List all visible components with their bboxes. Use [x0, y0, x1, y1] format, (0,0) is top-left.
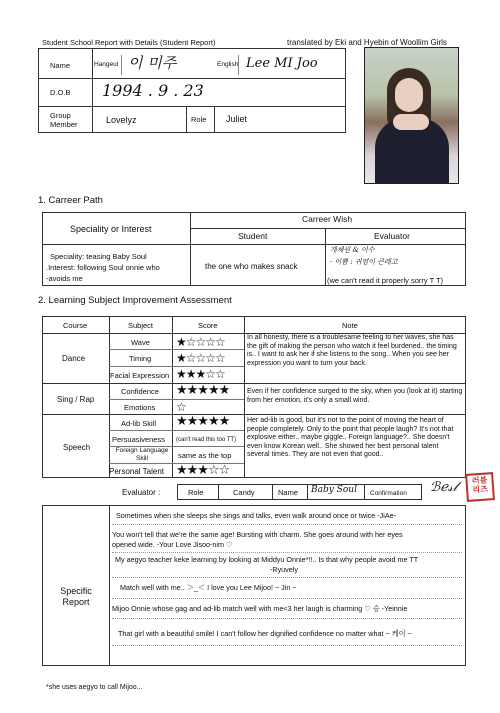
- confirmation-stamp: 러블 리즈: [465, 472, 495, 502]
- speciality-line: Speciality: teasing Baby Soul: [50, 252, 147, 261]
- translation-credit: translated by Eki and Hyebin of Woollim Girls: [287, 38, 447, 47]
- subject-name: Foreign Language Skill: [115, 447, 169, 462]
- info-col-divider: [214, 106, 215, 133]
- student-photo: [364, 47, 459, 184]
- report-line: Match well with me.. ＞_＜ I love you Lee Mijoo! ~ Jin ~: [120, 583, 297, 592]
- report-line: You won't tell that we're the same age! Bursting with charm. She goes around with her eyes: [112, 530, 403, 539]
- note-header: Note: [342, 321, 358, 330]
- career-heading: 1. Carreer Path: [38, 195, 103, 206]
- score-stars: ★★★★★: [176, 383, 230, 398]
- dob-value: 1994 . 9 . 23: [102, 81, 204, 100]
- report-title: Student School Report with Details (Student Report): [42, 38, 216, 47]
- score-stars: ★★★☆☆: [176, 367, 225, 381]
- subjects-heading: 2. Learning Subject Improvement Assessment: [38, 295, 232, 306]
- footnote: *she uses aegyo to call Mijoo...: [46, 684, 143, 691]
- score-stars: ★★★★★: [176, 414, 230, 429]
- speciality-header: Speciality or Interest: [70, 224, 152, 234]
- career-row-divider: [42, 244, 190, 245]
- hangeul-label: Hangeul: [94, 61, 119, 68]
- course-divider: [42, 383, 466, 384]
- report-line: My aegyo teacher keke learning by looking at Middyu Onnie*!!.. Is that why people avoid me TT: [115, 555, 419, 564]
- report-line: opened wide. -Your Love Jisoo-nim ♡: [112, 540, 233, 549]
- evaluator-label: Evaluator :: [122, 488, 161, 497]
- evaluator-divider: [218, 484, 219, 500]
- score-stars: ☆: [176, 400, 186, 414]
- subject-name: Ad-lib Skill: [121, 419, 157, 428]
- report-rule: [112, 524, 462, 525]
- report-rule: [112, 577, 462, 578]
- report-rule: [112, 552, 462, 553]
- subjects-col-divider: [172, 316, 173, 478]
- role-value: Juliet: [226, 114, 248, 124]
- report-line: Sometimes when she sleeps she sings and talks, even walk around once or twice -JiAe-: [116, 511, 397, 520]
- evaluator-handwriting: 개채원 & 이수: [330, 246, 375, 254]
- subject-header: Subject: [128, 321, 154, 330]
- hangeul-sep: [121, 55, 122, 75]
- speciality-line: .Interest: following Soul onnie who: [46, 263, 160, 272]
- evaluator-header: Evaluator: [374, 231, 410, 241]
- subject-name: Confidence: [121, 387, 159, 396]
- dob-label: D.O.B: [50, 88, 71, 97]
- subject-name: Emotions: [124, 403, 156, 412]
- subject-name: Persuasiveness: [112, 435, 165, 444]
- note-speech: Her ad-lib is good, but it's not to the point of moving the heart of people completely. Only to the point that people laugh? It's not that explosive either.. maybe giggle.. Foreign language?.. She doesn't even know Korean well.. She showed her best personal talent several times. They are not even that good..: [247, 417, 454, 459]
- subjects-col-divider: [244, 316, 245, 478]
- score-stars: ★☆☆☆☆: [176, 335, 225, 349]
- note-dance: In all honesty, there is a troublesame feeling to her waves, she has the gift of making the person who watch it feel burdened.. the timing is.. I want to ask her if she listens to the song.. When you see her expression you want to turn your back.: [247, 334, 457, 367]
- score-stars: ★☆☆☆☆: [176, 351, 225, 365]
- course-dance: Dance: [62, 354, 86, 363]
- score-text: (can't read this too TT): [176, 437, 237, 443]
- evaluator-name-value: Baby Soul: [311, 485, 357, 495]
- report-divider: [109, 505, 110, 666]
- career-row-divider: [190, 244, 466, 245]
- evaluator-note: (we can't read it properly sorry T T): [327, 276, 444, 285]
- evaluator-handwriting: · 이쁨 : 귀염이 큰레고: [330, 258, 398, 266]
- career-col-divider: [325, 228, 326, 286]
- course-sing-rap: Sing / Rap: [57, 395, 95, 404]
- info-row-divider: [38, 106, 346, 107]
- report-line: That girl with a beautiful smile! I can't follow her dignified confidence no matter what ~ 케이 ~: [118, 629, 412, 638]
- evaluator-divider: [307, 484, 308, 500]
- subject-name: Timing: [129, 354, 152, 363]
- subject-divider: [109, 430, 244, 431]
- note-sing-rap: Even if her confidence surged to the sky, when you (look at it) starting from her emotion, it's only a small wind.: [247, 388, 463, 404]
- confirmation-label: Confirmation: [370, 490, 407, 497]
- specific-report-label: Specific Report: [60, 586, 92, 607]
- english-label: English: [217, 61, 239, 68]
- subject-name: Personal Talent: [109, 467, 164, 476]
- course-speech: Speech: [63, 443, 91, 452]
- evaluator-role-label: Role: [188, 488, 204, 497]
- english-name-value: Lee MI Joo: [246, 56, 318, 71]
- evaluator-name-label: Name: [278, 488, 299, 497]
- role-label: Role: [191, 115, 207, 124]
- speciality-line: -avoids me: [46, 274, 83, 283]
- info-row-divider: [38, 78, 346, 79]
- student-wish-value: the one who makes snack: [205, 262, 298, 271]
- report-rule: [112, 645, 462, 646]
- evaluator-role-value: Candy: [233, 488, 255, 497]
- report-rule: [112, 618, 462, 619]
- group-value: Lovelyz: [106, 115, 137, 125]
- student-header: Student: [238, 231, 268, 241]
- course-header: Course: [63, 321, 88, 330]
- info-col-divider: [92, 48, 93, 133]
- score-header: Score: [198, 321, 218, 330]
- report-line: Mijoo Onnie whose gag and ad-lib match well with me<3 her laugh is charming ♡ 승 -Yeinnie: [112, 604, 408, 613]
- name-label: Name: [50, 61, 71, 70]
- career-row-divider: [190, 228, 466, 229]
- subject-name: Facial Expression: [110, 371, 170, 380]
- career-wish-header: Carreer Wish: [302, 214, 353, 224]
- career-col-divider: [190, 212, 191, 286]
- info-col-divider: [186, 106, 187, 133]
- score-stars: ★★★☆☆: [176, 463, 230, 478]
- hangeul-name-value: 이 미주: [128, 54, 177, 72]
- course-divider: [42, 414, 466, 415]
- group-label: Group Member: [50, 111, 78, 129]
- score-text: same as the top: [178, 451, 232, 460]
- signature: ℬℯ𝓈𝓁: [430, 480, 458, 495]
- report-rule: [112, 598, 462, 599]
- evaluator-divider: [272, 484, 273, 500]
- subject-divider: [109, 349, 244, 350]
- report-line: -Ryuvely: [270, 565, 298, 574]
- subjects-col-divider: [109, 316, 110, 478]
- evaluator-divider: [364, 484, 365, 500]
- subject-name: Wave: [131, 338, 150, 347]
